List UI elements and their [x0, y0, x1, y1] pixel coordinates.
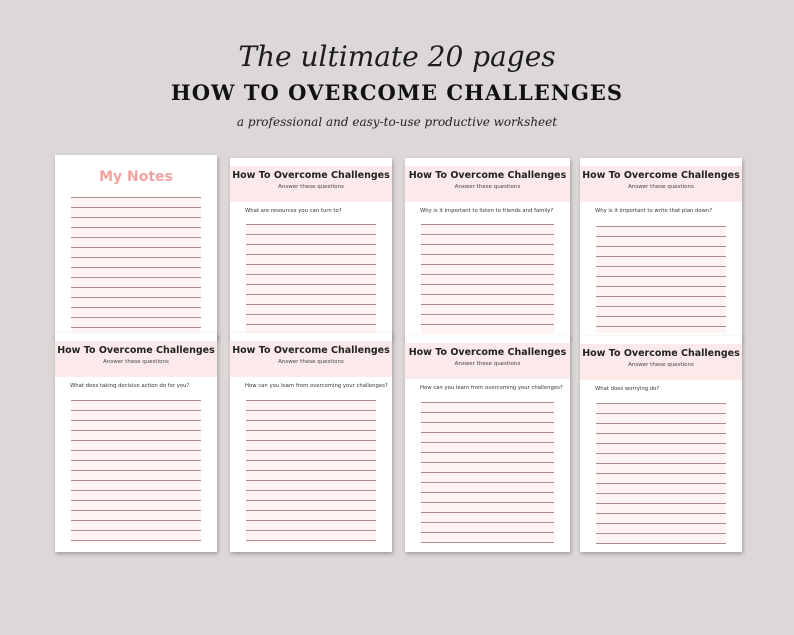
page-header-band: [230, 166, 392, 202]
notes-page-title: My Notes: [99, 169, 173, 185]
page-question: Why is it important to listen to friends and family?: [420, 208, 554, 214]
answer-lines: [246, 224, 376, 333]
page-question: How can you learn from overcoming your challenges?: [245, 383, 388, 389]
answer-lines: [596, 403, 726, 544]
answer-lines: [71, 400, 201, 543]
worksheet-page: [230, 158, 392, 338]
page-subtitle: Answer these questions: [454, 361, 521, 367]
answer-lines: [421, 402, 554, 543]
page-title: How To Overcome Challenges: [582, 170, 740, 181]
notes-page: [55, 155, 217, 339]
page-title: How To Overcome Challenges: [582, 348, 740, 359]
answer-lines: [421, 224, 554, 333]
page-title: How To Overcome Challenges: [232, 345, 390, 356]
worksheet-page: [55, 333, 217, 552]
page-subtitle: Answer these questions: [278, 359, 344, 365]
answer-lines: [596, 226, 726, 333]
page-title: How To Overcome Challenges: [408, 347, 567, 358]
page-subtitle: Answer these questions: [628, 362, 694, 368]
worksheet-page: [580, 336, 742, 552]
page-question: What are resources you can turn to?: [245, 208, 342, 214]
page-question: How can you learn from overcoming your challenges?: [420, 385, 563, 391]
page-subtitle: Answer these questions: [628, 184, 694, 190]
page-title: How To Overcome Challenges: [57, 345, 215, 356]
page-header-band: [405, 343, 570, 379]
header-line-1: The ultimate 20 pages: [238, 40, 556, 73]
page-header-band: [230, 341, 392, 377]
notes-lines: [71, 197, 201, 332]
header-tagline: a professional and easy-to-use productive worksheet: [236, 115, 558, 129]
page-header-band: [580, 344, 742, 380]
page-header-band: [55, 341, 217, 377]
page-question: What does worrying do?: [595, 386, 660, 392]
worksheet-page: [405, 158, 570, 338]
page-question: What does taking decisive action do for you?: [70, 383, 190, 389]
worksheet-page: [230, 333, 392, 552]
page-title: How To Overcome Challenges: [408, 170, 567, 181]
page-question: Why is it important to write that plan down?: [595, 208, 713, 214]
worksheet-page: [405, 335, 570, 552]
page-header-band: [580, 166, 742, 202]
header-title: HOW TO OVERCOME CHALLENGES: [170, 80, 624, 105]
page-subtitle: Answer these questions: [454, 184, 521, 190]
page-subtitle: Answer these questions: [103, 359, 169, 365]
worksheet-page: [580, 158, 742, 338]
page-title: How To Overcome Challenges: [232, 170, 390, 181]
answer-lines: [246, 400, 376, 543]
page-header-band: [405, 166, 570, 202]
page-subtitle: Answer these questions: [278, 184, 344, 190]
